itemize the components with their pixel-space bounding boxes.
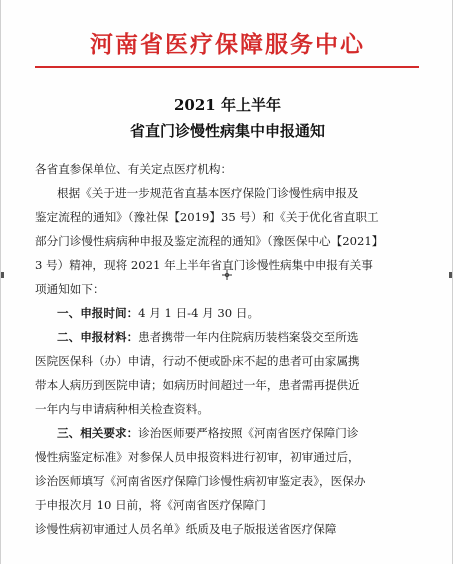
section-2 <box>57 330 358 344</box>
left-edge-marker <box>1 272 4 278</box>
intro-line: 项通知如下： <box>35 282 105 296</box>
section-3-first: 诊治医师要严格按照《河南省医疗保障门诊 <box>138 426 359 440</box>
section-3-heading: 三、相关要求： <box>57 426 139 440</box>
section-1 <box>57 306 259 320</box>
intro-line: 鉴定流程的通知》（豫社保【2019】35 号）和《关于优化省直职工 <box>35 210 379 224</box>
section-2-heading: 二、申报材料： <box>57 330 139 344</box>
section-3-line: 诊治医师填写《河南省医疗保障门诊慢性病初审鉴定表》，医保办 <box>35 474 366 488</box>
section-2-line: 带本人病历到医院申请；如病历时间超过一年，患者需再提供近 <box>35 378 360 392</box>
section-2-line: 一年内与申请病种相关检查资料。 <box>35 402 209 416</box>
section-2-first: 患者携带一年内住院病历装档案袋交至所选 <box>138 330 359 344</box>
salutation: 各省直参保单位、有关定点医疗机构： <box>35 162 233 176</box>
move-cursor-icon <box>222 270 232 280</box>
section-2-line: 医院医保科（办）申请，行动不便或卧床不起的患者可由家属携 <box>35 354 360 368</box>
section-3 <box>57 426 358 440</box>
section-3-line: 于申报次月 10 日前，将《河南省医疗保障门 <box>35 498 266 512</box>
section-1-heading: 一、申报时间： <box>57 306 139 320</box>
right-edge-marker <box>449 272 452 278</box>
doc-title-line-1: 2021 年上半年 <box>174 96 281 114</box>
intro-line: 3 号）精神，现将 2021 年上半年省直门诊慢性病集中申报有关事 <box>35 258 373 272</box>
intro-line: 部分门诊慢性病病种申报及鉴定流程的通知》（豫医保中心【2021】 <box>35 234 384 248</box>
section-3-line: 慢性病鉴定标准》对参保人员申报资料进行初审，初审通过后， <box>35 450 360 464</box>
header-red-rule <box>35 66 419 68</box>
intro-line: 根据《关于进一步规范省直基本医疗保险门诊慢性病申报及 <box>57 186 359 200</box>
section-3-line: 诊慢性病初审通过人员名单》纸质及电子版报送省医疗保障 <box>35 522 337 536</box>
section-1-text: 4 月 1 日-4 月 30 日。 <box>138 306 260 320</box>
header-org-title: 河南省医疗保障服务中心 <box>90 32 365 58</box>
doc-title-line-2: 省直门诊慢性病集中申报通知 <box>129 122 325 140</box>
